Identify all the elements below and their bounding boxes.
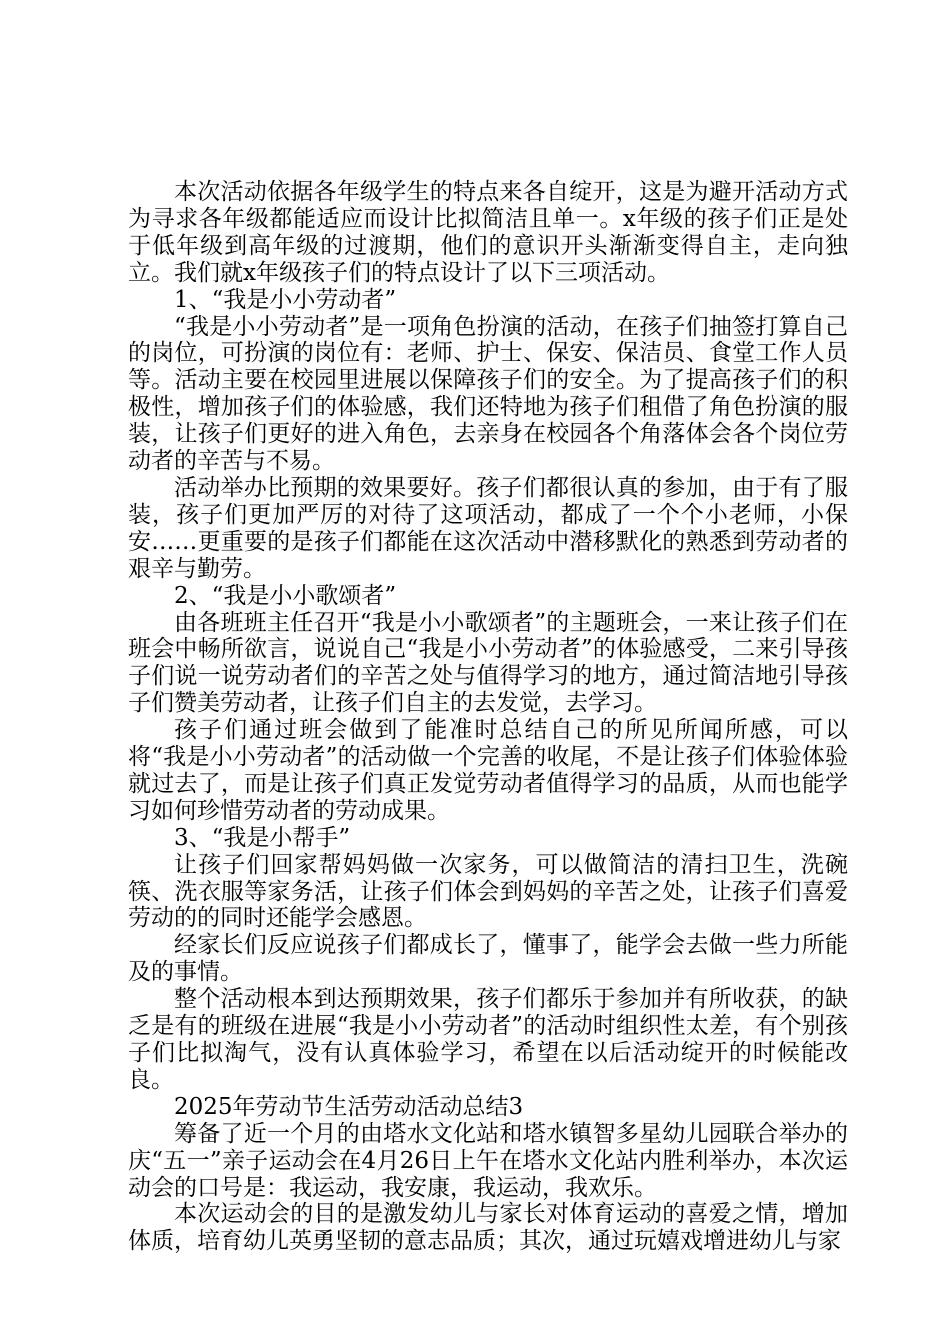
section-title: 2025年劳动节生活劳动活动总结3 xyxy=(174,1093,524,1120)
paragraph: 筹备了近一个月的由塔水文化站和塔水镇智多星幼儿园联合举办的庆“五一”亲子运动会在4月26日上午在塔水文化站内胜利举办，本次运动会的口号是：我运动，我安康，我运动，我欢乐。 xyxy=(128,1120,848,1201)
paragraph: 让孩子们回家帮妈妈做一次家务，可以做简洁的清扫卫生，洗碗筷、洗衣服等家务活，让孩子们体会到妈妈的辛苦之处，让孩子们喜爱劳动的的同时还能学会感恩。 xyxy=(128,851,848,932)
paragraph: 本次运动会的目的是激发幼儿与家长对体育运动的喜爱之情，增加体质，培育幼儿英勇坚韧的意志品质；其次，通过玩嬉戏增进幼儿与家 xyxy=(128,1201,848,1255)
paragraph: 本次活动依据各年级学生的特点来各自绽开，这是为避开活动方式为寻求各年级都能适应而设计比拟简洁且单一。x年级的孩子们正是处于低年级到高年级的过渡期，他们的意识开头渐渐变得自主，走向独立。我们就x年级孩子们的特点设计了以下三项活动。 xyxy=(128,179,848,286)
paragraph: 整个活动根本到达预期效果，孩子们都乐于参加并有所收获，的缺乏是有的班级在进展“我是小小劳动者”的活动时组织性太差，有个别孩子们比拟淘气，没有认真体验学习，希望在以后活动绽开的时候能改良。 xyxy=(128,986,848,1093)
section-heading: 2、“我是小小歌颂者” xyxy=(174,582,397,609)
section-heading: 3、“我是小帮手” xyxy=(174,824,351,851)
paragraph: 孩子们通过班会做到了能准时总结自己的所见所闻所感，可以将“我是小小劳动者”的活动做一个完善的收尾，不是让孩子们体验体验就过去了，而是让孩子们真正发觉劳动者值得学习的品质，从而也能学习如何珍惜劳动者的劳动成果。 xyxy=(128,717,848,824)
section-heading: 1、“我是小小劳动者” xyxy=(174,286,397,313)
paragraph: 由各班班主任召开“我是小小歌颂者”的主题班会，一来让孩子们在班会中畅所欲言，说说自己“我是小小劳动者”的体验感受，二来引导孩子们说一说劳动者们的辛苦之处与值得学习的地方，通过简洁地引导孩子们赞美劳动者，让孩子们自主的去发觉，去学习。 xyxy=(128,609,848,717)
paragraph: 活动举办比预期的效果要好。孩子们都很认真的参加，由于有了服装，孩子们更加严厉的对待了这项活动，都成了一个个小老师，小保安……更重要的是孩子们都能在这次活动中潜移默化的熟悉到劳动者的艰辛与勤劳。 xyxy=(128,474,848,582)
document-body xyxy=(128,179,848,1255)
paragraph: 经家长们反应说孩子们都成长了，懂事了，能学会去做一些力所能及的事情。 xyxy=(128,932,848,986)
paragraph: “我是小小劳动者”是一项角色扮演的活动，在孩子们抽签打算自己的岗位，可扮演的岗位有：老师、护士、保安、保洁员、食堂工作人员等。活动主要在校园里进展以保障孩子们的安全。为了提高孩子们的积极性，增加孩子们的体验感，我们还特地为孩子们租借了角色扮演的服装，让孩子们更好的进入角色，去亲身在校园各个角落体会各个岗位劳动者的辛苦与不易。 xyxy=(128,313,848,475)
